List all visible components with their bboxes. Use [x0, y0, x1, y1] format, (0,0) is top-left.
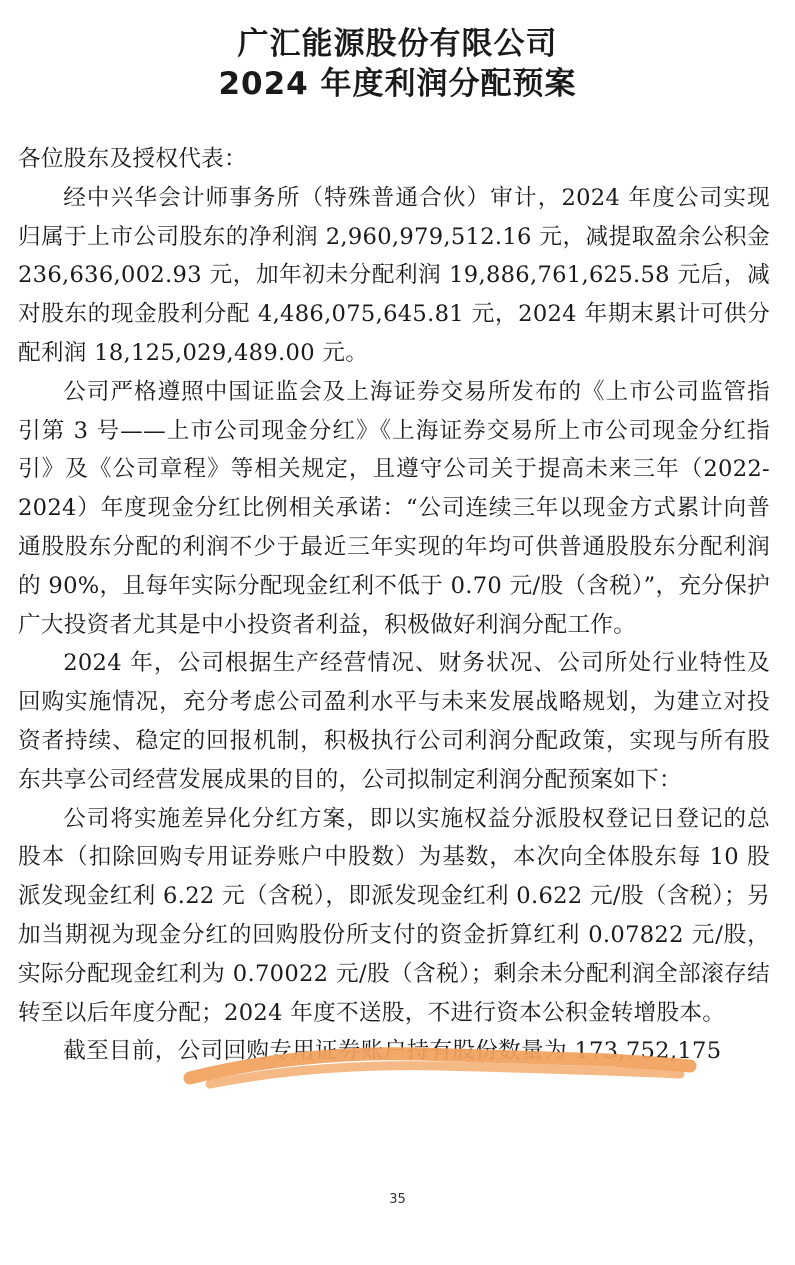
page-number: 35 [389, 1192, 406, 1207]
document-body [18, 140, 770, 1071]
salutation: 各位股东及授权代表： [18, 146, 247, 172]
title-company: 广汇能源股份有限公司 [237, 26, 558, 62]
paragraph-audit: 经中兴华会计师事务所（特殊普通合伙）审计，2024 年度公司实现归属于上市公司股东的净利润 2,960,979,512.16 元，减提取盈余公积金 236,636,002.93 元，加年初未分配利润 19,886,761,625.58 元后，减对股东的现金股利分配 4,486,075,645.81 元，2024 年期末累计可供分配利润 18,125,029,489.00 元。 [18, 184, 770, 366]
paragraph-policy: 2024 年，公司根据生产经营情况、财务状况、公司所处行业特性及回购实施情况，充分考虑公司盈利水平与未来发展战略规划，为建立对投资者持续、稳定的回报机制，积极执行公司利润分配政策，实现与所有股东共享公司经营发展成果的目的，公司拟制定利润分配预案如下： [18, 650, 770, 793]
paragraph-regulations: 公司严格遵照中国证监会及上海证券交易所发布的《上市公司监管指引第 3 号——上市公司现金分红》《上海证券交易所上市公司现金分红指引》及《公司章程》等相关规定，且遵守公司关于提高未来三年（2022-2024）年度现金分红比例相关承诺：“公司连续三年以现金方式累计向普通股股东分配的利润不少于最近三年实现的年均可供普通股股东分配利润的 90%，且每年实际分配现金红利不低于 0.70 元/股（含税）”，充分保护广大投资者尤其是中小投资者利益，积极做好利润分配工作。 [18, 378, 770, 638]
title-report: 2024 年度利润分配预案 [218, 66, 577, 102]
paragraph-dividend-plan: 公司将实施差异化分红方案，即以实施权益分派股权登记日登记的总股本（扣除回购专用证券账户中股数）为基数，本次向全体股东每 10 股派发现金红利 6.22 元（含税），即派发现金红利 0.622 元/股（含税）；另加当期视为现金分红的回购股份所支付的资金折算红利 0.07822 元/股，实际分配现金红利为 0.70022 元/股（含税）；剩余未分配利润全部滚存结转至以后年度分配；2024 年度不送股，不进行资本公积金转增股本。 [18, 805, 770, 1026]
paragraph-repurchase: 截至目前，公司回购专用证券账户持有股份数量为 173,752,175 [63, 1038, 722, 1065]
document-title [0, 24, 795, 104]
